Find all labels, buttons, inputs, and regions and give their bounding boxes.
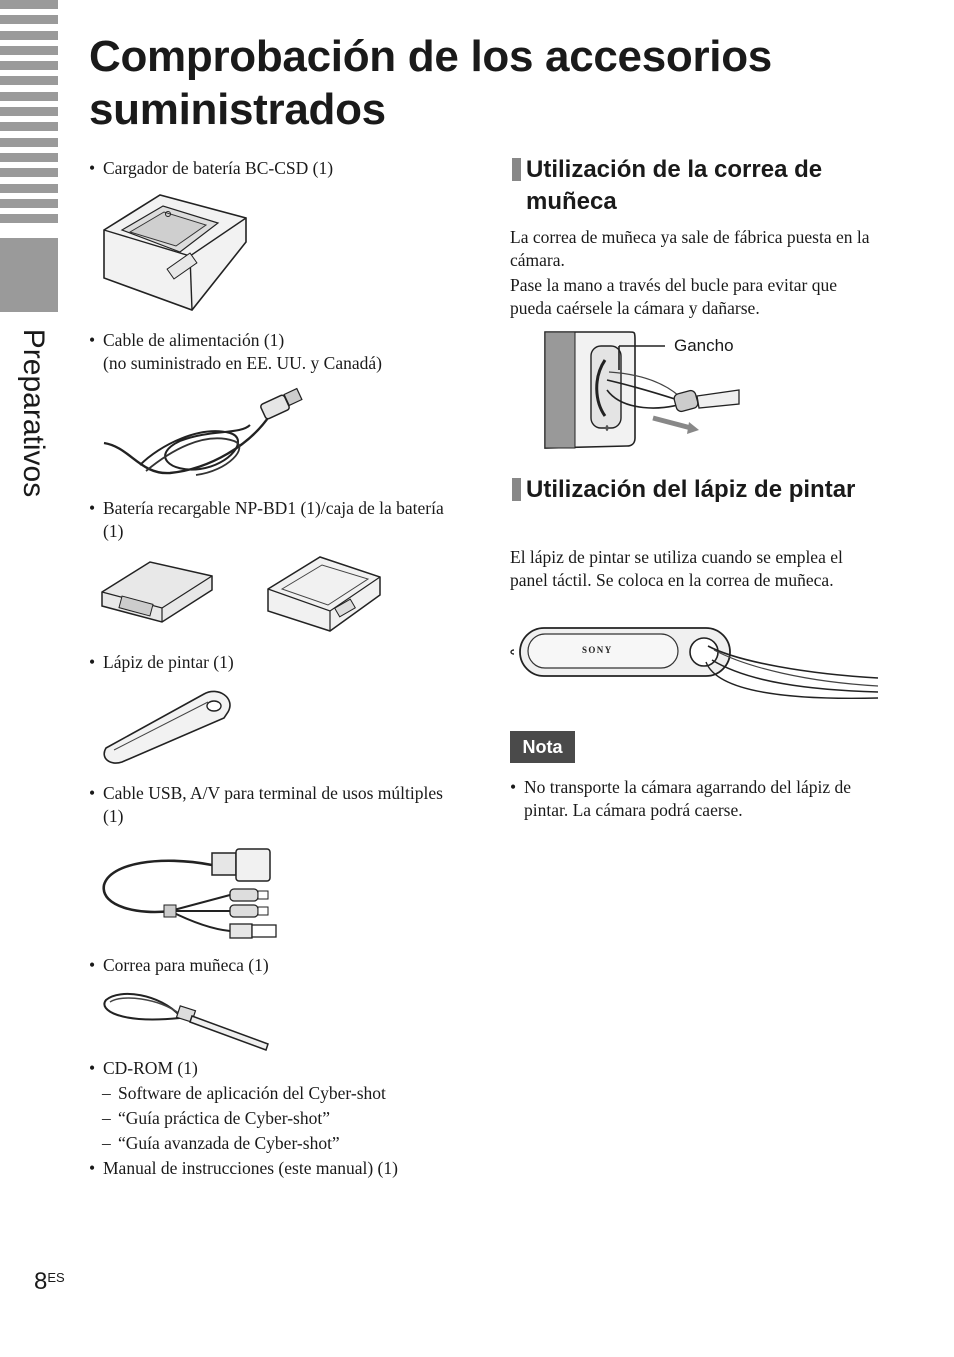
side-tab-label [10,318,56,508]
edge-stripes [0,0,58,230]
heading-wrist-strap [510,154,880,218]
page-number [34,1268,65,1296]
wrist-strap-illustration [100,990,276,1052]
pen-illustration [100,688,236,766]
item-battery: • Batería recargable NP-BD1 (1)/caja de la batería (1) [89,497,449,543]
note-badge: Nota [510,731,575,763]
item-charger: • Cargador de batería BC-CSD (1) [89,157,449,180]
power-cable-illustration [100,385,310,485]
heading-marker [512,478,521,501]
usb-av-cable-illustration [100,845,280,945]
item-strap: • Correa para muñeca (1) [89,954,449,977]
cdrom-item: – Software de aplicación del Cyber-shot [102,1081,462,1106]
heading-wrist-strap-text: Utilización de la correa de muñeca [526,156,823,215]
page-lang-code: ES [47,1270,65,1285]
heading-pen [510,474,880,506]
battery-illustration [100,560,215,626]
callout-gancho: Gancho [674,336,734,355]
page-title: Comprobación de los accesorios suministrados [89,32,772,134]
page-number-value: 8 [34,1268,48,1295]
cdrom-item: – “Guía avanzada de Cyber-shot” [102,1131,462,1156]
charger-illustration [100,190,250,314]
pen-brand-logo: SONY [582,645,613,655]
item-usb-cable: • Cable USB, A/V para terminal de usos múltiples (1) [89,782,449,828]
strap-paragraph-2: Pase la mano a través del bucle para evitar que pueda caérsele la cámara y dañarse. [510,275,838,318]
edge-tab-block [0,238,58,312]
cdrom-item: – “Guía práctica de Cyber-shot” [102,1106,462,1131]
strap-paragraph-1: La correa de muñeca ya sale de fábrica puesta en la cámara. [510,227,870,270]
pen-attached-drawing [508,622,880,704]
note-text: • No transporte la cámara agarrando del lápiz de pintar. La cámara podrá caerse. [510,776,880,822]
item-pen: • Lápiz de pintar (1) [89,651,449,674]
heading-marker [512,158,521,181]
pen-attached-illustration [508,622,880,704]
side-tab-text: Preparativos [17,328,50,498]
item-power-cable [89,329,449,375]
power-cable-line2: (no suministrado en EE. UU. y Canadá) [103,353,382,373]
item-cdrom: • CD-ROM (1) [89,1057,449,1080]
power-cable-line1: Cable de alimentación (1) [103,330,285,350]
item-manual: • Manual de instrucciones (este manual) (1) [89,1157,449,1180]
pen-paragraph: El lápiz de pintar se utiliza cuando se emplea el panel táctil. Se coloca en la correa de muñeca. [510,547,843,590]
heading-pen-text: Utilización del lápiz de pintar [526,476,856,503]
battery-case-illustration [264,555,384,633]
